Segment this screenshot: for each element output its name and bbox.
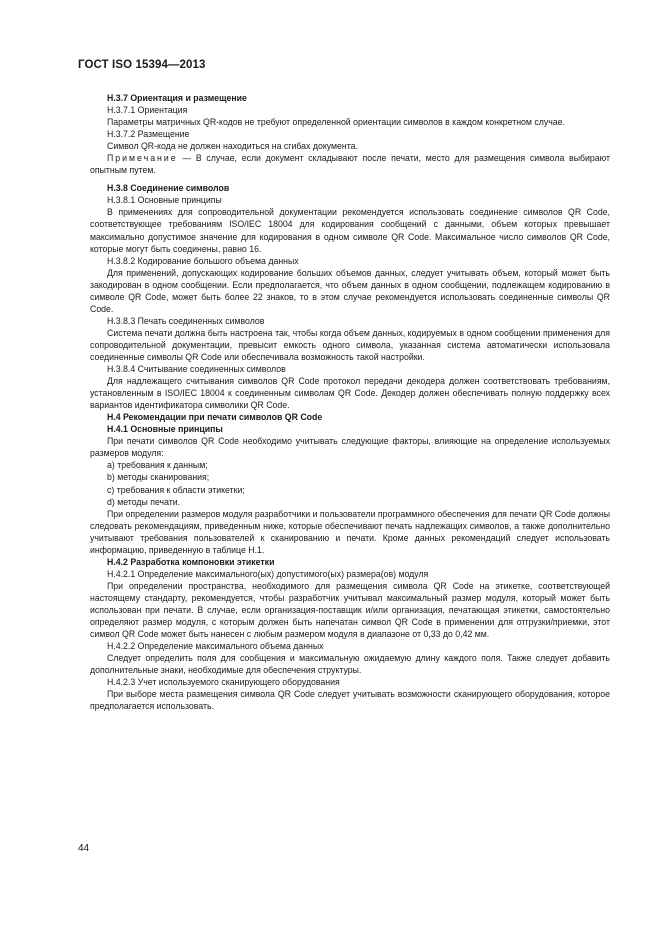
list-item: d) методы печати. [107, 496, 181, 507]
list-item: a) требования к данным; [107, 460, 208, 471]
subsection-heading: Н.4.2.3 Учет используемого сканирующего оборудования [107, 677, 340, 688]
paragraph: При печати символов QR Code необходимо учитывать следующие факторы, влияющие на определение используемых размеров модуля: [90, 436, 610, 459]
paragraph: Символ QR-кода не должен находиться на сгибах документа. [107, 141, 358, 152]
paragraph: Для применений, допускающих кодирование больших объемов данных, следует учитывать объем, который может быть закодирован в одном сообщении. Если предполагается, что объем данных в одном сообщении, подлежащем кодированию в символе QR Code, может быть более 22 знаков, то в этом случае рекомендуется использовать соединенные символы QR Code. [90, 267, 610, 314]
note-label: Примечание [107, 153, 178, 164]
subsection-heading: Н.3.8.3 Печать соединенных символов [107, 315, 265, 326]
paragraph: Следует определить поля для сообщения и максимальную ожидаемую длину каждого поля. Также следует добавить дополнительные знаки, необходимые для обеспечения структуры. [90, 653, 610, 676]
paragraph: При выборе места размещения символа QR Code следует учитывать возможности сканирующего оборудования, которое предполагается использовать. [90, 689, 610, 712]
note [90, 152, 610, 176]
subsection-heading: Н.4.2.2 Определение максимального объема данных [107, 641, 324, 652]
subsection-heading: Н.4.1 Основные принципы [107, 424, 223, 435]
subsection-heading: Н.3.8.2 Кодирование большого объема данных [107, 255, 299, 266]
standard-header: ГОСТ ISO 15394—2013 [78, 59, 206, 71]
section-heading: Н.3.8 Соединение символов [107, 183, 230, 194]
page-number: 44 [78, 843, 90, 854]
list-item: b) методы сканирования; [107, 472, 210, 483]
paragraph: В применениях для сопроводительной документации рекомендуется использовать соединение символов QR Code, соответствующее требованиям ISO/IEC 18004 для кодирования сообщений с данными, объем которых превышает максимально допустимое значение для кодирования в одном символе QR Code. Максимальное число символов QR Code, которые могут быть соединены, равно 16. [90, 207, 610, 254]
paragraph: При определении пространства, необходимого для размещения символа QR Code на этикетке, соответствующей настоящему стандарту, рекомендуется, чтобы разработчик учитывал максимальный размер модуля, который может быть использован при печати. В случае, если организация-поставщик и/или организация, печатающая этикетки, самостоятельно определяют размер модуля, с которым должен быть напечатан символ QR Code в применении для отгрузки/приемки, этот символ QR Code может быть нанесен с любым размером модуля в диапазоне от 0,33 до 0,42 мм. [90, 580, 610, 640]
list-item: c) требования к области этикетки; [107, 484, 245, 495]
paragraph: Для надлежащего считывания символов QR Code протокол передачи декодера должен соответствовать требованиям, установленным в ISO/IEC 18004 к соединенным символам QR Code. Декодер должен обеспечивать полную поддержку всех вариантов идентификатора символики QR Code. [90, 376, 610, 411]
subsection-heading: Н.3.8.1 Основные принципы [107, 195, 222, 206]
subsection-heading: Н.3.7.1 Ориентация [107, 105, 188, 116]
subsection-heading: Н.4.2.1 Определение максимального(ых) допустимого(ых) размера(ов) модуля [107, 568, 429, 579]
section-heading: Н.4 Рекомендации при печати символов QR Code [107, 412, 323, 423]
document-body [90, 92, 610, 712]
paragraph: Система печати должна быть настроена так, чтобы когда объем данных, кодируемых в одном сообщении применения для сопроводительной документации, превысит емкость одного символа, указанная система автоматически использовала соединенные символы QR Code или обеспечивала возможность такой настройки. [90, 327, 610, 362]
paragraph: Параметры матричных QR-кодов не требуют определенной ориентации символов в каждом конкретном случае. [107, 117, 565, 128]
section-heading: Н.3.7 Ориентация и размещение [107, 93, 247, 103]
subsection-heading: Н.4.2 Разработка компоновки этикетки [107, 556, 275, 567]
subsection-heading: Н.3.7.2 Размещение [107, 129, 190, 140]
subsection-heading: Н.3.8.4 Считывание соединенных символов [107, 364, 286, 375]
paragraph: При определении размеров модуля разработчики и пользователи программного обеспечения для печати QR Code должны следовать рекомендациям, приведенным ниже, которые обеспечивают печать надлежащих символов, а также дополнительно учитывают требования пользователей к сканированию и печати. Кроме данных рекомендаций следует использовать информацию, приведенную в таблице Н.1. [90, 508, 610, 555]
note-text: — В случае, если документ складывают после печати, место для размещения символа выбирают опытным путем. [90, 153, 610, 176]
